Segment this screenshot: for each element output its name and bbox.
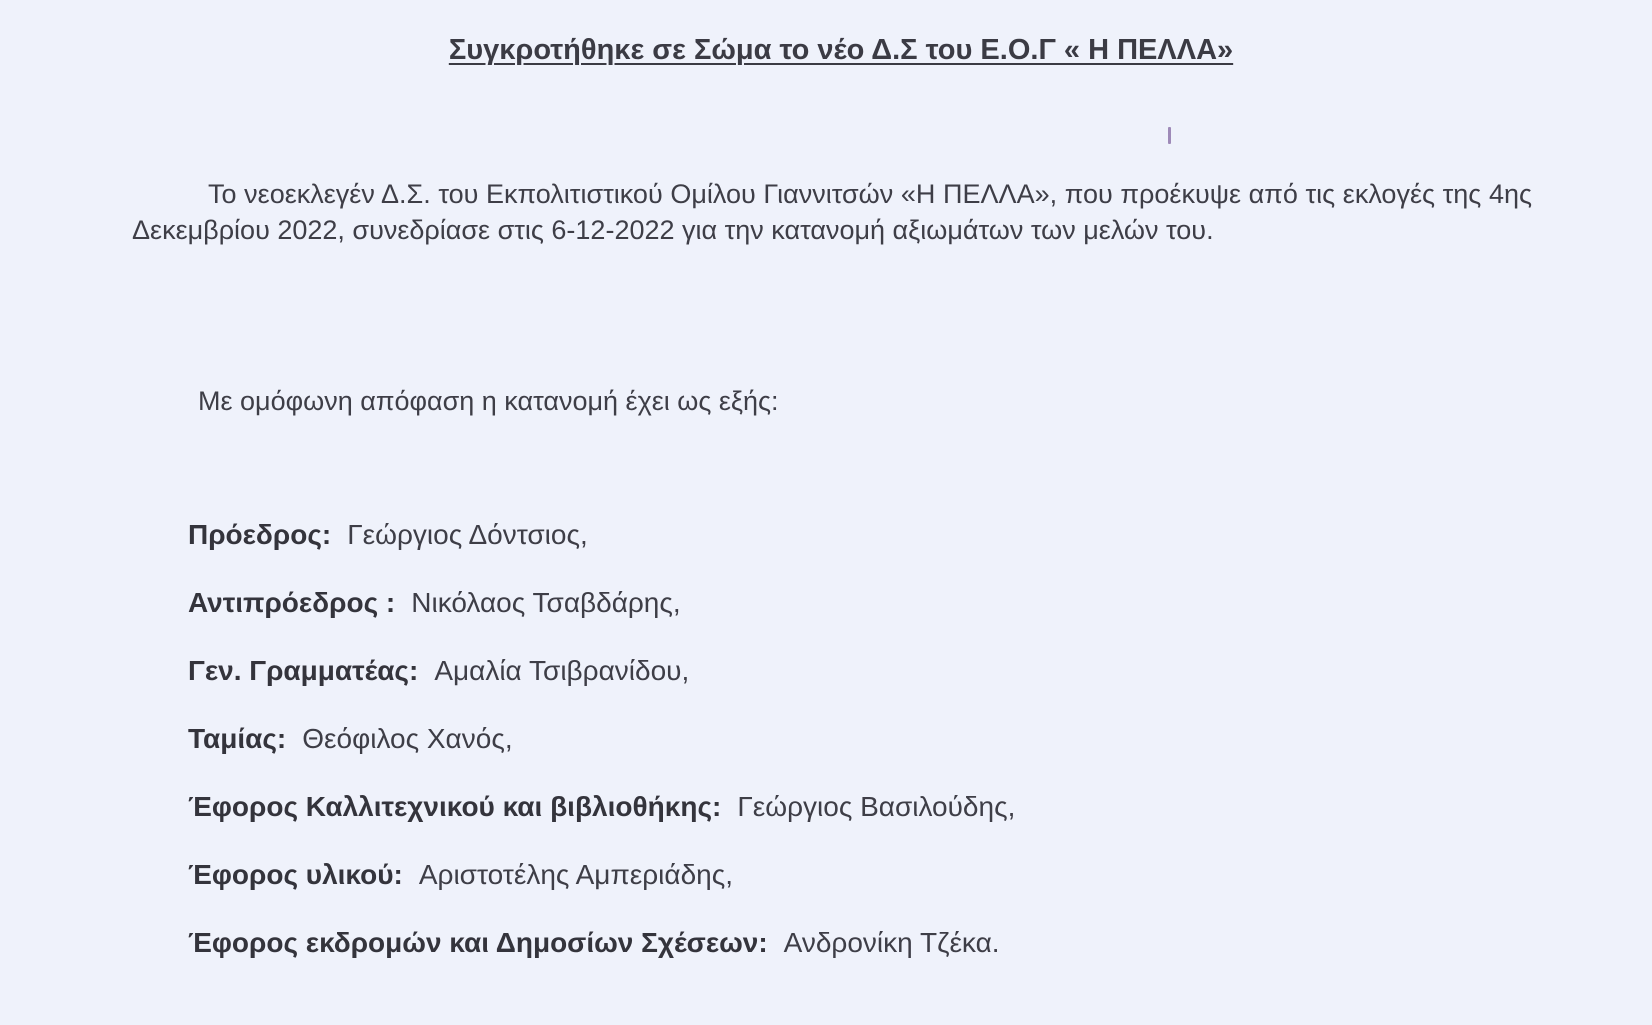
- role-label: Πρόεδρος:: [188, 519, 332, 550]
- role-excursions-pr-curator: [188, 926, 1015, 994]
- board-roles-list: [188, 518, 1015, 994]
- role-treasurer: [188, 722, 1015, 790]
- role-equipment-curator: [188, 858, 1015, 926]
- role-holder-name: Αριστοτέλης Αμπεριάδης,: [418, 859, 734, 890]
- role-label: Γεν. Γραμματέας:: [188, 655, 419, 686]
- role-president: [188, 518, 1015, 586]
- role-arts-library-curator: [188, 790, 1015, 858]
- intro-paragraph: Το νεοεκλεγέν Δ.Σ. του Εκπολιτιστικού Ομίλου Γιαννιτσών «Η ΠΕΛΛΑ», που προέκυψε από τις εκλογές της 4ης Δεκεμβρίου 2022, συνεδρίασε στις 6-12-2022 για την κατανομή αξιωμάτων των μελών του.: [132, 179, 1532, 245]
- role-holder-name: Γεώργιος Δόντσιος,: [347, 519, 588, 550]
- role-holder-name: Γεώργιος Βασιλούδης,: [737, 791, 1016, 822]
- role-holder-name: Νικόλαος Τσαβδάρης,: [411, 587, 681, 618]
- role-vice-president: [188, 586, 1015, 654]
- role-label: Έφορος Καλλιτεχνικού και βιβλιοθήκης:: [188, 791, 722, 822]
- lead-sentence: Με ομόφωνη απόφαση η κατανομή έχει ως εξής:: [198, 386, 779, 416]
- role-label: Έφορος υλικού:: [188, 859, 403, 890]
- role-holder-name: Θεόφιλος Χανός,: [302, 723, 513, 754]
- role-label: Αντιπρόεδρος :: [188, 587, 396, 618]
- role-label: Ταμίας:: [188, 723, 287, 754]
- ink-mark: [1168, 127, 1171, 144]
- document-title: Συγκροτήθηκε σε Σώμα το νέο Δ.Σ του Ε.Ο.Γ « Η ΠΕΛΛΑ»: [448, 34, 1234, 66]
- role-holder-name: Αμαλία Τσιβρανίδου,: [434, 655, 690, 686]
- role-holder-name: Ανδρονίκη Τζέκα.: [783, 927, 1000, 958]
- role-general-secretary: [188, 654, 1015, 722]
- role-label: Έφορος εκδρομών και Δημοσίων Σχέσεων:: [188, 927, 768, 958]
